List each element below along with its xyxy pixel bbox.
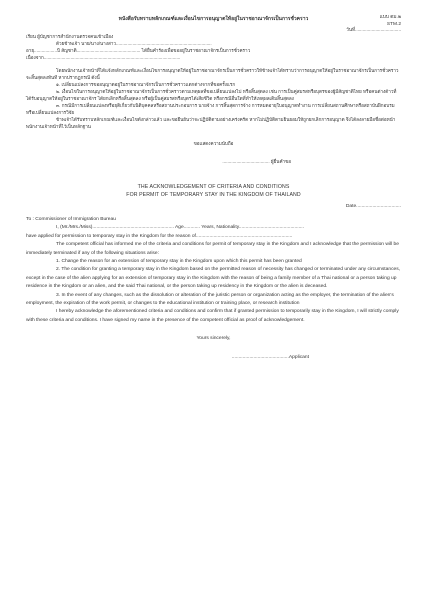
english-condition-3: 3. In the event of any changes, such as the dissolution or alteration of the juristic person or organization acting as the employer, the termination of the alien's employment, the expiration of the work permit, or changes to the educational institution or training place, or research institution: [26, 292, 394, 307]
thai-date-field: วันที่....................................: [346, 27, 401, 33]
thai-acknowledgement: ข้าพเจ้าได้รับทราบหลักเกณฑ์และเงื่อนไขดังกล่าวแล้ว และขอยืนยันว่าจะปฏิบัติตามอย่างเคร่งครัด หากไม่ปฏิบัติตามยินยอมให้ถูกยกเลิกการอนุญาต จึงได้ลงลายมือชื่อต่อหน้าพนักงานเจ้าหน้าที่ไว้เป็นหลักฐาน: [26, 117, 396, 130]
form-code-thai: แบบ ตม.๒: [379, 15, 401, 20]
english-acknowledgement: I hereby acknowledge the aforementioned criteria and conditions and confirm that if granted permission to temporarily stay in the Kingdom, I will strictly comply with these criteria and conditions. I have signed my name in the presence of the competent official as proof of acknowledgement.: [26, 309, 399, 323]
thai-name-field: ด้วยข้าพเจ้า นาย/นาง/นางสาว...........................................................................: [56, 41, 212, 47]
thai-age-field: อายุ..................ปี สัญชาติ.................................................. ได้ยื่นคำร้องเพื่อขออยู่ในราชอาณาจักรเป็นการชั่วคราว: [26, 48, 251, 54]
english-title-line-2: FOR PERMIT OF TEMPORARY STAY IN THE KINGDOM OF THAILAND: [126, 191, 301, 198]
english-condition-1: 1. Change the reason for an extension of temporary stay in the Kingdom upon which this permit has been granted: [56, 259, 302, 265]
thai-condition-3: ๓. กรณีมีการเปลี่ยนแปลงหรือยุติเกี่ยวกับนิติบุคคลหรือสถานประกอบการ นายจ้าง การสิ้นสุดการจ้าง การหมดอายุใบอนุญาตทำงาน การเปลี่ยนสถานศึกษาหรือสถาบันฝึกอบรม หรือเปลี่ยนแปลงการวิจัย: [26, 103, 395, 116]
english-signature-line: ..........................................Applicant: [231, 354, 309, 360]
thai-addressee: เรียน ผู้บัญชาการสำนักงานตรวจคนเข้าเมือง: [26, 34, 114, 40]
thai-closing: ขอแสดงความนับถือ: [193, 141, 234, 147]
thai-signature-line: ..................................... ผู้ยื่นคำขอ: [222, 158, 291, 164]
english-closing: Yours sincerely,: [196, 336, 231, 342]
english-title-line-1: THE ACKNOWLEDGEMENT OF CRITERIA AND CONDITIONS: [137, 183, 290, 190]
form-code-latin: STM.2: [386, 22, 401, 27]
english-section: [26, 183, 401, 363]
thai-intro: โดยพนักงานเจ้าหน้าที่ได้แจ้งหลักเกณฑ์และเงื่อนไขการอนุญาตให้อยู่ในราชอาณาจักรเป็นการชั่วคราวให้ข้าพเจ้าได้ทราบว่าการอนุญาตให้อยู่ในราชอาณาจักรเป็นการชั่วคราวจะสิ้นสุดลงทันที หากปรากฏกรณี ดังนี้: [26, 67, 399, 80]
english-name-field: I, (Mr./Mrs./Miss)............................................................ Age............ Years, Nationality................................................: [56, 225, 305, 231]
thai-reason-field: เนื่องจาก...........................................................................................................: [26, 55, 181, 61]
english-reason-field: have applied for permission to temporary stay in the Kingdom for the reason of.......................................................................: [26, 233, 293, 239]
english-condition-2: 2. The condition for granting a temporary stay in the Kingdom based on the permitted reason of necessity has changed or terminated under any circumstances, except in the case of the alien applying for an extension of temporary stay in the Kingdom with the reason of being a family member of a Thai national or a person taking up residence in the Kingdom or an alien, and the said Thai national, or the person taking up residency in the Kingdom or the alien is deceased.: [26, 267, 401, 290]
thai-section: [26, 16, 401, 165]
thai-condition-2: ๒. เงื่อนไขในการอนุญาตให้อยู่ในราชอาณาจักรเป็นการชั่วคราวตามเหตุผลที่ขอเปลี่ยนแปลงไป หรือสิ้นสุดลง เช่น การเป็นคู่สมรสหรือบุตรของผู้มีสัญชาติไทย หรือคนต่างด้าวที่ได้รับอนุญาตให้อยู่ในราชอาณาจักร ได้ยกเลิกหรือสิ้นสุดลง หรือผู้เป็นคู่สมรสหรือบุตรได้เสียชีวิต หรือกรณีอื่นใดที่ทำให้เหตุผลเดิมสิ้นสุดลง: [26, 88, 397, 101]
english-date-field: Date.................................: [345, 203, 401, 209]
english-intro: The competent official has informed me of the criteria and conditions for permit of temporary stay in the Kingdom and I acknowledge that the permission will be immediately terminated if any of the following situations arise:: [26, 242, 399, 256]
english-addressee: To : Commissioner of Immigration Bureau: [26, 217, 116, 222]
thai-condition-1: ๑. เปลี่ยนแปลงการขออนุญาตอยู่ในราชอาณาจักรเป็นการชั่วคราวแตกต่างจากที่ขอครั้งแรก: [56, 81, 236, 87]
thai-title: หนังสือรับทราบหลักเกณฑ์และเงื่อนไขการอนุญาตให้อยู่ในราชอาณาจักรเป็นการชั่วคราว: [118, 16, 309, 22]
form-code: [380, 14, 401, 28]
